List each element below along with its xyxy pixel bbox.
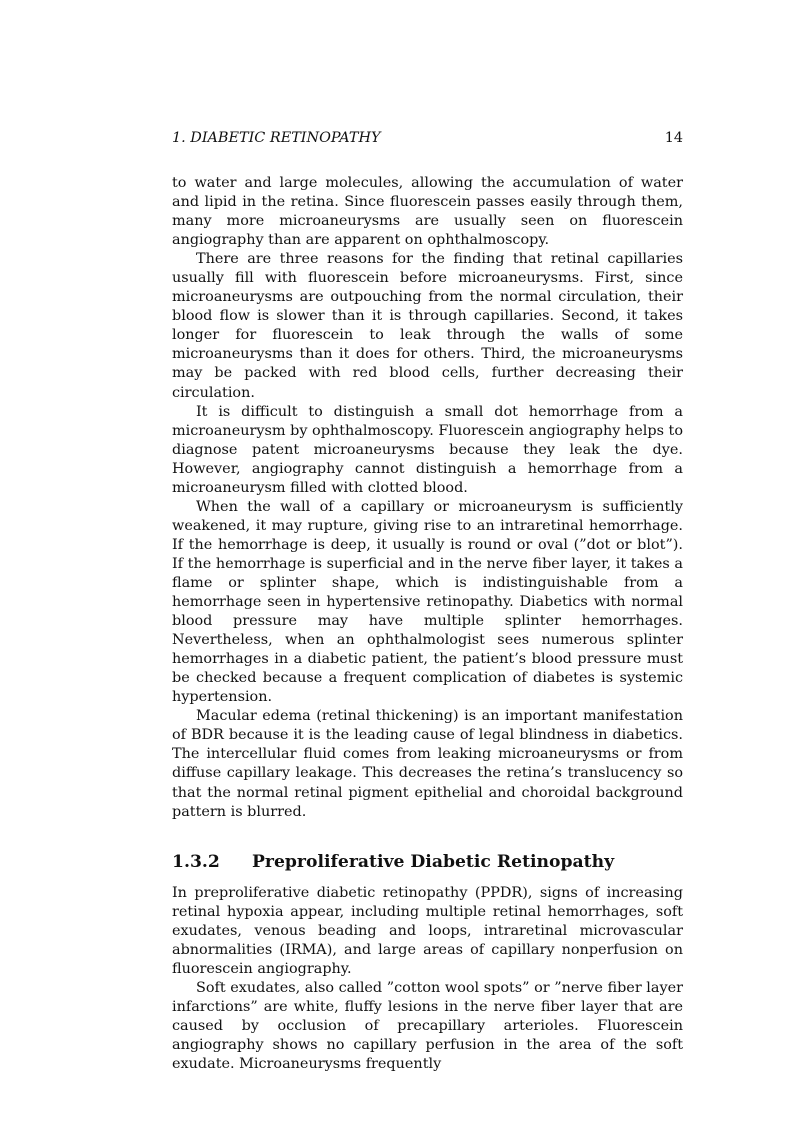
page-number: 14 (664, 130, 683, 146)
paragraph: Soft exudates, also called ”cotton wool spots” or ”nerve fiber layer infarctions” are white, fluffy lesions in the nerve fiber layer that are caused by occlusion of precapillary arterioles. Fluorescein angiography shows no capillary perfusion in the area of the soft exudate. Microaneurysms frequently (172, 979, 683, 1073)
section-title: Preproliferative Diabetic Retinopathy (252, 851, 615, 872)
document-page (172, 127, 683, 1074)
paragraph: Macular edema (retinal thickening) is an important manifestation of BDR because it is the leading cause of legal blindness in diabetics. The intercellular fluid comes from leaking microaneurysms or from diffuse capillary leakage. This decreases the retina’s translucency so that the normal retinal pigment epithelial and choroidal background pattern is blurred. (172, 708, 683, 820)
paragraph: When the wall of a capillary or microaneurysm is sufficiently weakened, it may rupture, giving rise to an intraretinal hemorrhage. If the hemorrhage is deep, it usually is round or oval (”dot or blot”). If the hemorrhage is superficial and in the nerve fiber layer, it takes a flame or splinter shape, which is indistinguishable from a hemorrhage seen in hypertensive retinopathy. Diabetics with normal blood pressure may have multiple splinter hemorrhages. Nevertheless, when an ophthalmologist sees numerous splinter hemorrhages in a diabetic patient, the patient’s blood pressure must be checked because a frequent complication of diabetes is systemic hypertension. (172, 498, 683, 706)
section-heading (172, 850, 683, 874)
paragraph: It is difficult to distinguish a small dot hemorrhage from a microaneurysm by ophthalmoscopy. Fluorescein angiography helps to diagnose patent microaneurysms because they leak the dye. However, angiography cannot distinguish a hemorrhage from a microaneurysm filled with clotted blood. (172, 403, 683, 496)
paragraph: to water and large molecules, allowing the accumulation of water and lipid in the retina. Since fluorescein passes easily through them, many more microaneurysms are usually seen on fluorescein angiography than are apparent on ophthalmoscopy. (172, 175, 683, 249)
body-text (172, 174, 683, 1074)
chapter-title: 1. DIABETIC RETINOPATHY (172, 130, 381, 146)
running-head (172, 127, 683, 149)
paragraph: In preproliferative diabetic retinopathy (PPDR), signs of increasing retinal hypoxia appear, including multiple retinal hemorrhages, soft exudates, venous beading and loops, intraretinal microvascular abnormalities (IRMA), and large areas of capillary nonperfusion on fluorescein angiography. (172, 884, 683, 977)
section-number: 1.3.2 (172, 851, 220, 872)
paragraph: There are three reasons for the finding that retinal capillaries usually fill with fluorescein before microaneurysms. First, since microaneurysms are outpouching from the normal circulation, their blood flow is slower than it is through capillaries. Second, it takes longer for fluorescein to leak through the walls of some microaneurysms than it does for others. Third, the microaneurysms may be packed with red blood cells, further decreasing their circulation. (172, 251, 683, 401)
